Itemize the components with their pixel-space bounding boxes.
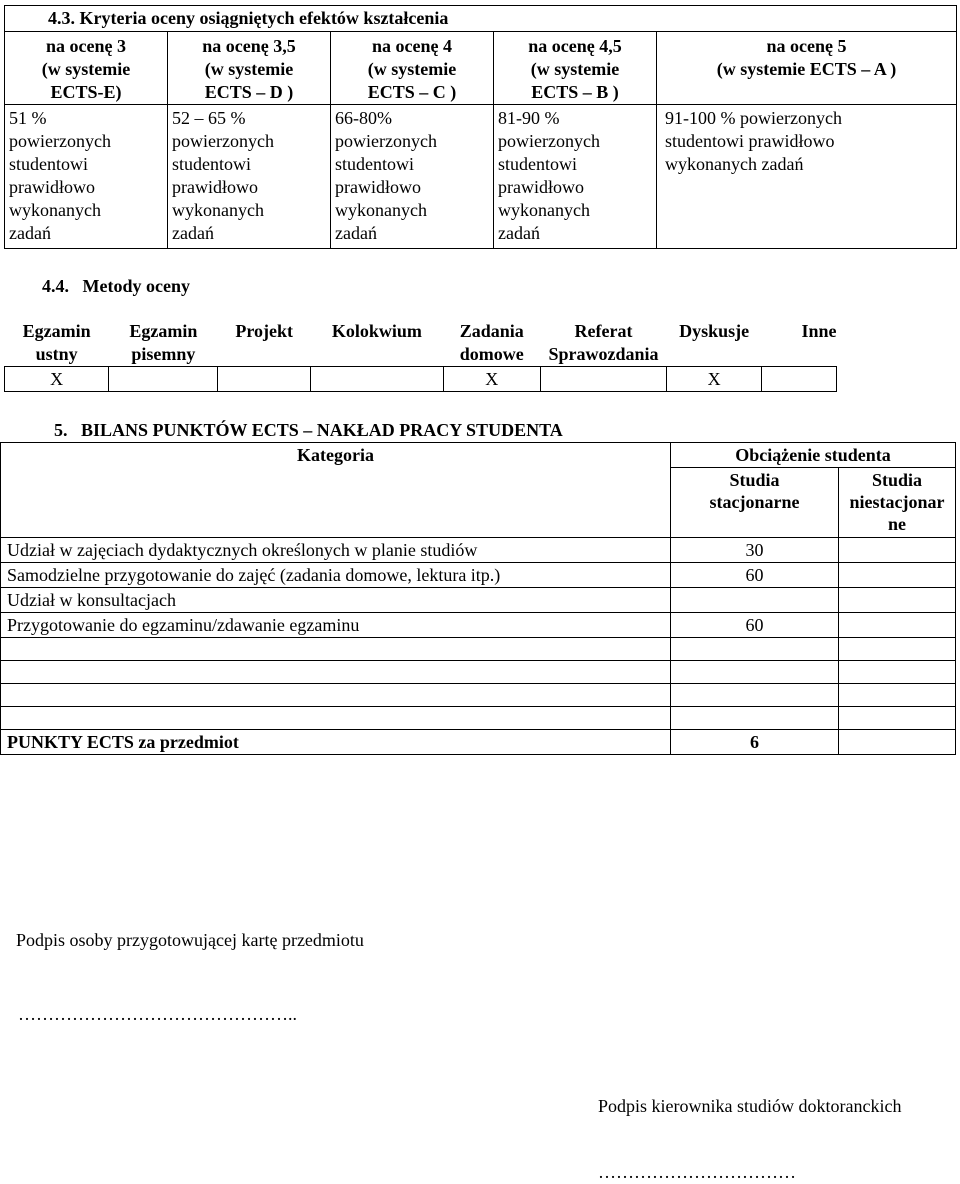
row-extramural: [839, 613, 956, 638]
method-discussion: Dyskusje: [679, 321, 750, 341]
row-stationary: 60: [671, 613, 839, 638]
row-stationary: [671, 638, 839, 661]
row-label: Udział w konsultacjach: [1, 588, 671, 613]
row-stationary: 60: [671, 563, 839, 588]
criteria-heading: 4.3. Kryteria oceny osiągniętych efektów kształcenia: [5, 6, 957, 32]
mark-other: [761, 367, 836, 392]
method-project: Projekt: [235, 321, 294, 341]
row-extramural: [839, 538, 956, 563]
method-other: Inne: [801, 321, 837, 341]
row-extramural: [839, 707, 956, 730]
grade-4-label: na ocenę 4 (w systemie ECTS – C ): [331, 32, 494, 105]
row-stationary: [671, 588, 839, 613]
grade-3-desc: 51 % powierzonych studentowi prawidłowo wykonanych zadań: [5, 105, 168, 249]
mark-project: [218, 367, 311, 392]
total-extramural: [839, 730, 956, 755]
category-header: Kategoria: [1, 443, 671, 538]
row-label: [1, 707, 671, 730]
mark-colloquium: [310, 367, 443, 392]
method-report: Referat Sprawozdania: [548, 321, 659, 364]
methods-heading: 4.4. Metody oceny: [42, 276, 190, 296]
row-label: [1, 661, 671, 684]
grade-5-label: na ocenę 5 (w systemie ECTS – A ): [657, 32, 957, 105]
row-extramural: [839, 638, 956, 661]
row-label: Samodzielne przygotowanie do zajęć (zadania domowe, lektura itp.): [1, 563, 671, 588]
row-label: Przygotowanie do egzaminu/zdawanie egzaminu: [1, 613, 671, 638]
row-stationary: [671, 661, 839, 684]
director-signature-label: Podpis kierownika studiów doktoranckich: [598, 1096, 902, 1116]
row-extramural: [839, 588, 956, 613]
ects-balance-table: [0, 442, 956, 755]
preparer-signature-line: ………………………………………..: [18, 1004, 297, 1024]
methods-table: [4, 318, 837, 392]
row-extramural: [839, 684, 956, 707]
row-label: [1, 684, 671, 707]
row-extramural: [839, 563, 956, 588]
mark-report: [540, 367, 666, 392]
grade-4-5-label: na ocenę 4,5 (w systemie ECTS – B ): [494, 32, 657, 105]
grade-3-label: na ocenę 3 (w systemie ECTS-E): [5, 32, 168, 105]
mark-oral-exam: X: [5, 367, 109, 392]
row-extramural: [839, 661, 956, 684]
row-label: Udział w zajęciach dydaktycznych określonych w planie studiów: [1, 538, 671, 563]
row-stationary: [671, 684, 839, 707]
grade-5-desc: 91-100 % powierzonych studentowi prawidłowo wykonanych zadań: [657, 105, 957, 249]
grade-3-5-label: na ocenę 3,5 (w systemie ECTS – D ): [168, 32, 331, 105]
mark-discussion: X: [667, 367, 762, 392]
method-oral-exam: Egzamin ustny: [22, 321, 91, 364]
total-label: PUNKTY ECTS za przedmiot: [1, 730, 671, 755]
grade-4-desc: 66-80% powierzonych studentowi prawidłowo wykonanych zadań: [331, 105, 494, 249]
mark-homework: X: [443, 367, 540, 392]
grade-3-5-desc: 52 – 65 % powierzonych studentowi prawidłowo wykonanych zadań: [168, 105, 331, 249]
extramural-header: Studia niestacjonar ne: [839, 468, 956, 538]
total-stationary: 6: [671, 730, 839, 755]
director-signature-line: ……………………………: [598, 1162, 796, 1182]
row-label: [1, 638, 671, 661]
method-written-exam: Egzamin pisemny: [129, 321, 198, 364]
preparer-signature-label: Podpis osoby przygotowującej kartę przedmiotu: [16, 930, 364, 950]
load-header: Obciążenie studenta: [671, 443, 956, 468]
row-stationary: 30: [671, 538, 839, 563]
balance-heading: 5. BILANS PUNKTÓW ECTS – NAKŁAD PRACY STUDENTA: [54, 420, 563, 440]
method-homework: Zadania domowe: [459, 321, 524, 364]
stationary-header: Studia stacjonarne: [671, 468, 839, 538]
method-colloquium: Kolokwium: [331, 321, 422, 341]
criteria-table: [4, 5, 957, 249]
row-stationary: [671, 707, 839, 730]
mark-written-exam: [109, 367, 218, 392]
grade-4-5-desc: 81-90 % powierzonych studentowi prawidłowo wykonanych zadań: [494, 105, 657, 249]
